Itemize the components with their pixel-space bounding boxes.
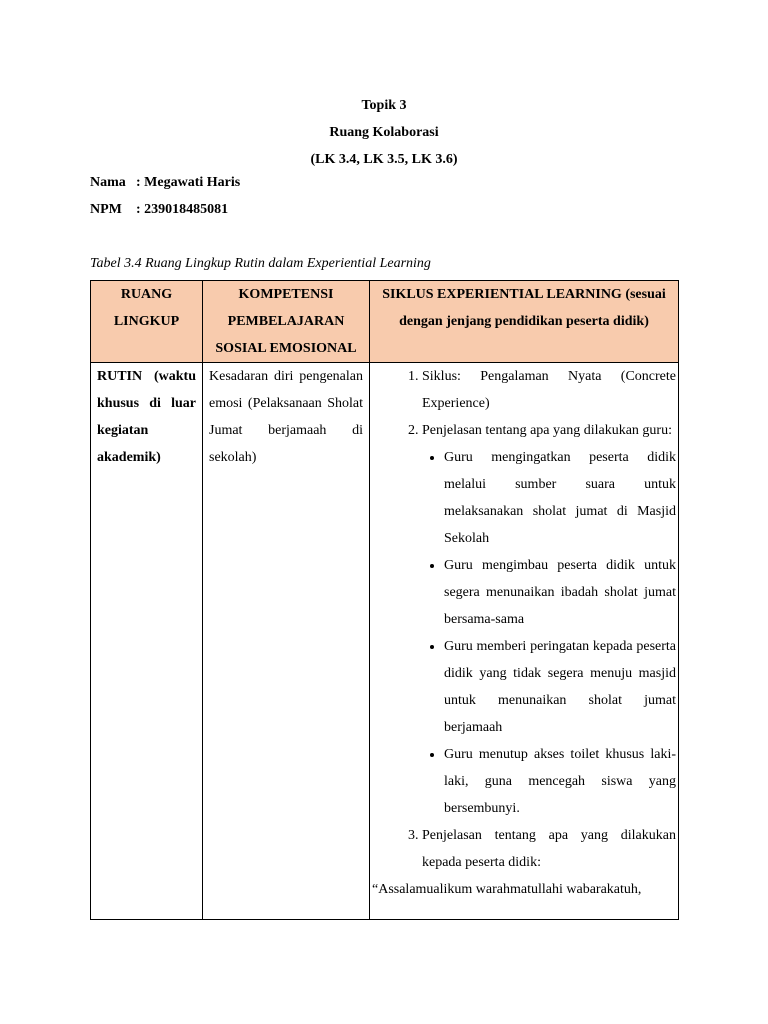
greeting-quote: “Assalamualikum warahmatullahi wabarakatuh, (372, 882, 642, 897)
bullet-item: • Guru mengimbau peserta didik untuk segera menunaikan ibadah sholat jumat bersama-sama (444, 552, 676, 633)
scope-cell: RUTIN (waktu khusus di luar kegiatan akademik) (91, 363, 203, 920)
experiential-learning-table (90, 280, 679, 920)
header-siklus: SIKLUS EXPERIENTIAL LEARNING (sesuai dengan jenjang pendidikan peserta didik) (370, 281, 679, 363)
steps-list (376, 363, 676, 876)
header-ruang-lingkup: RUANG LINGKUP (91, 281, 203, 363)
steps-cell (370, 363, 679, 920)
name-label: Nama (90, 175, 126, 190)
lk-title: (LK 3.4, LK 3.5, LK 3.6) (310, 152, 458, 167)
room-title: Ruang Kolaborasi (329, 125, 439, 140)
document-title-block (0, 92, 768, 173)
header-kompetensi: KOMPETENSI PEMBELAJARAN SOSIAL EMOSIONAL (203, 281, 370, 363)
table-row (91, 363, 679, 920)
npm-value: : 239018485081 (136, 202, 229, 217)
npm-line (90, 200, 228, 220)
topic-title: Topik 3 (361, 98, 407, 113)
bullet-list (422, 444, 676, 822)
name-line (90, 173, 240, 193)
bullet-item: • Guru mengingatkan peserta didik melalui sumber suara untuk melaksanakan sholat jumat di Masjid Sekolah (444, 444, 676, 552)
table-caption: Tabel 3.4 Ruang Lingkup Rutin dalam Experiential Learning (90, 256, 431, 271)
bullet-item: • Guru menutup akses toilet khusus laki-laki, guna mencegah siswa yang bersembunyi. (444, 741, 676, 822)
name-value: : Megawati Haris (136, 175, 241, 190)
step-text: Penjelasan tentang apa yang dilakukan guru: (422, 423, 672, 438)
competence-cell: Kesadaran diri pengenalan emosi (Pelaksanaan Sholat Jumat berjamaah di sekolah) (203, 363, 370, 920)
npm-label: NPM (90, 202, 122, 217)
step-item (422, 417, 676, 822)
step-item: 1. Siklus: Pengalaman Nyata (Concrete Experience) (422, 363, 676, 417)
table-header-row (91, 281, 679, 363)
step-item: 3. Penjelasan tentang apa yang dilakukan kepada peserta didik: (422, 822, 676, 876)
bullet-item: • Guru memberi peringatan kepada peserta didik yang tidak segera menuju masjid untuk menunaikan sholat jumat berjamaah (444, 633, 676, 741)
